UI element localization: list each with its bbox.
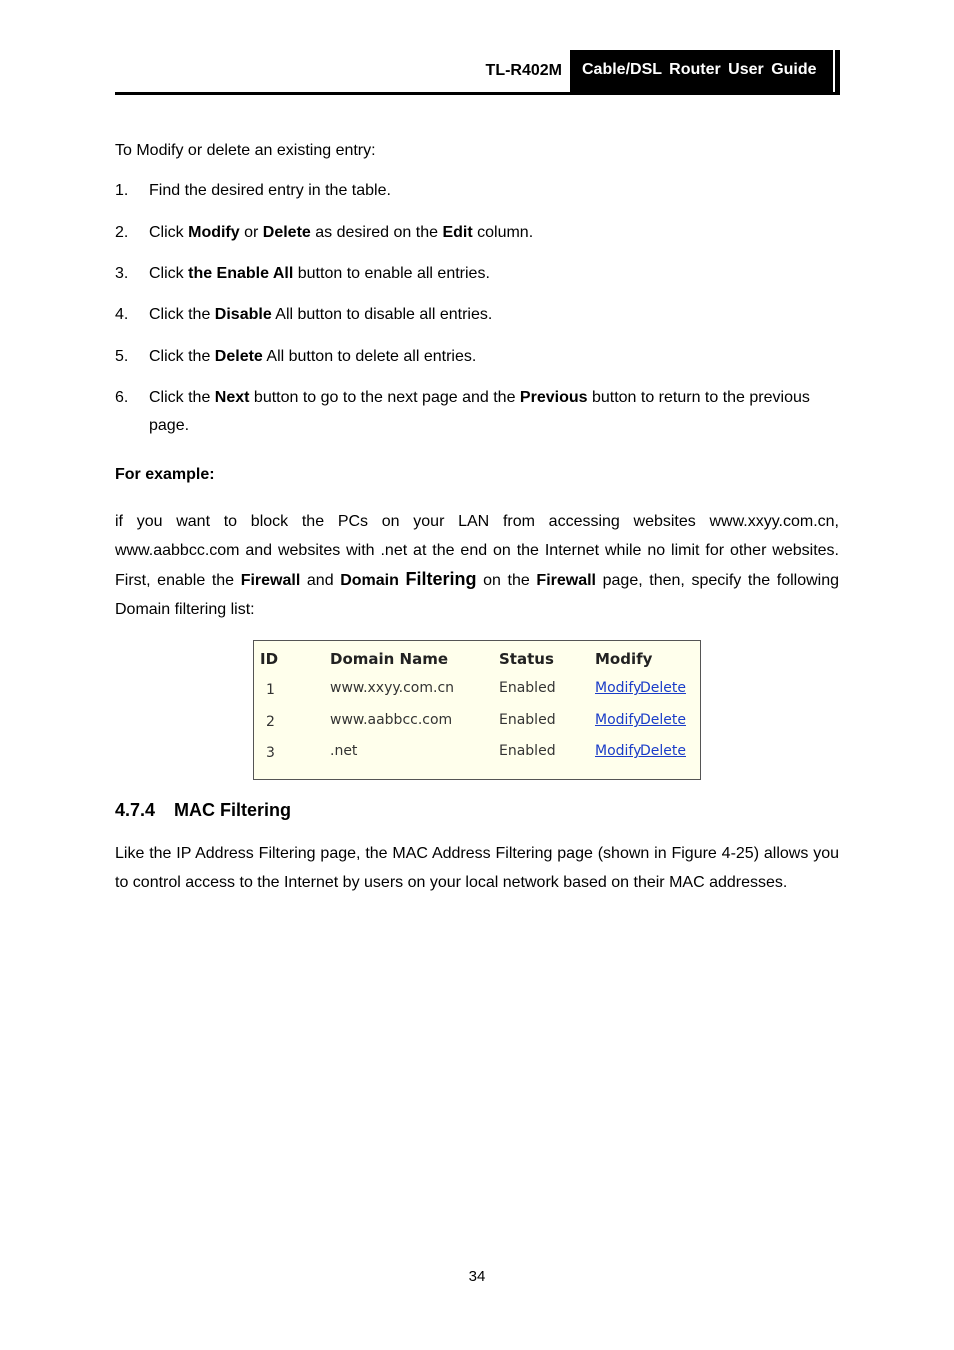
row-domain: www.aabbcc.com	[330, 712, 453, 728]
step-text: Click the Delete All button to delete all entries.	[149, 348, 477, 365]
step-number: 5.	[115, 348, 129, 365]
step-text: Click the Disable All button to disable all entries.	[149, 306, 493, 323]
row-id: 2	[266, 714, 275, 730]
row-status: Enabled	[499, 743, 556, 759]
column-header-modify: Modify	[595, 650, 653, 668]
section-heading	[115, 800, 291, 821]
section-title: MAC Filtering	[174, 800, 291, 820]
row-domain: .net	[330, 743, 358, 759]
page-number: 34	[468, 1268, 486, 1285]
step-number: 4.	[115, 306, 129, 323]
delete-link[interactable]: Delete	[640, 712, 686, 728]
guide-title: Cable/DSL Router User Guide	[570, 50, 840, 93]
intro-text: To Modify or delete an existing entry:	[115, 142, 376, 159]
modify-link[interactable]: Modify	[595, 680, 642, 696]
row-id: 3	[266, 745, 275, 761]
step-number: 3.	[115, 265, 129, 282]
domain-filter-table	[253, 640, 701, 780]
delete-link[interactable]: Delete	[640, 743, 686, 759]
row-id: 1	[266, 682, 275, 698]
column-header-domain: Domain Name	[330, 650, 449, 668]
step-text: Click Modify or Delete as desired on the Edit column.	[149, 224, 534, 241]
modify-link[interactable]: Modify	[595, 743, 642, 759]
row-status: Enabled	[499, 680, 556, 696]
step-number: 6.	[115, 389, 129, 406]
column-header-id: ID	[260, 650, 279, 668]
header-rule	[115, 92, 840, 95]
row-status: Enabled	[499, 712, 556, 728]
page-header	[115, 50, 840, 96]
step-text: Click the Next button to go to the next page and the Previous button to return to the previous page.	[149, 389, 810, 434]
row-domain: www.xxyy.com.cn	[330, 680, 455, 696]
step-text: Find the desired entry in the table.	[149, 182, 391, 199]
step-number: 1.	[115, 182, 129, 199]
step-number: 2.	[115, 224, 129, 241]
section-number: 4.7.4	[115, 800, 156, 820]
model-name: TL-R402M	[485, 62, 562, 79]
delete-link[interactable]: Delete	[640, 680, 686, 696]
modify-link[interactable]: Modify	[595, 712, 642, 728]
mac-filtering-paragraph: Like the IP Address Filtering page, the MAC Address Filtering page (shown in Figure 4-25) allows you to control access to the Internet by users on your local network based on their MAC addresses.	[115, 845, 839, 891]
example-paragraph: if you want to block the PCs on your LAN from accessing websites www.xxyy.com.cn, www.aabbcc.com and websites with .net at the end on the Internet while no limit for other websites. First, enable the Firewall and Domain Filtering on the Firewall page, then, specify the following Domain filtering list:	[115, 513, 840, 618]
column-header-status: Status	[499, 650, 554, 668]
step-text: Click the Enable All button to enable all entries.	[149, 265, 490, 282]
example-heading: For example:	[115, 466, 215, 483]
